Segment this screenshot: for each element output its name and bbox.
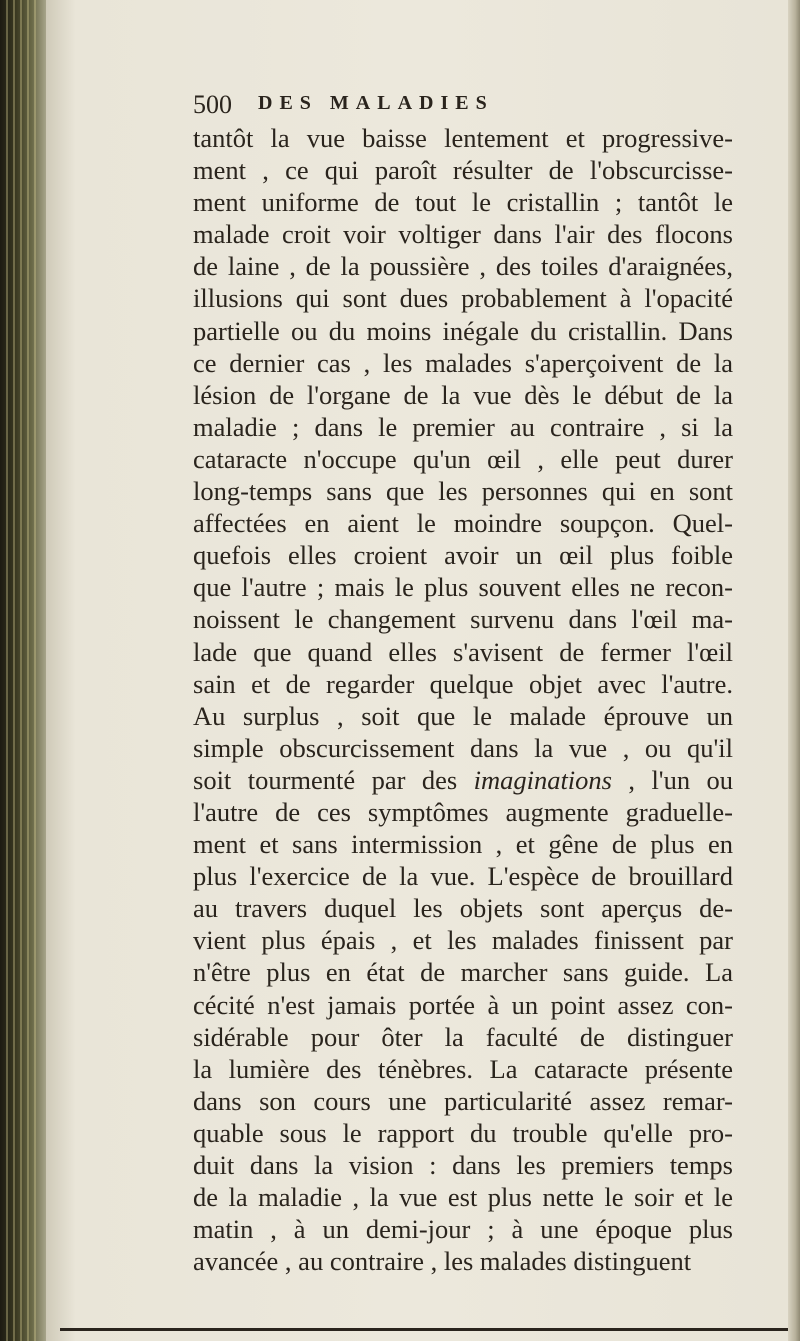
text-line: quefois elles croient avoir un œil plus foible xyxy=(193,540,733,571)
text-line: affectées en aient le moindre soupçon. Quel- xyxy=(193,508,733,539)
text-line: ment uniforme de tout le cristallin ; tantôt le xyxy=(193,187,733,218)
text-line: l'autre de ces symptômes augmente graduelle- xyxy=(193,796,733,827)
page-number: 500 xyxy=(193,90,232,119)
text-line: au travers duquel les objets sont aperçus de- xyxy=(193,893,733,924)
text-line: quable sous le rapport du trouble qu'elle pro- xyxy=(193,1117,733,1148)
text-line: Au surplus , soit que le malade éprouve un xyxy=(193,700,733,731)
text-line: duit dans la vision : dans les premiers temps xyxy=(193,1150,733,1180)
binding-texture xyxy=(6,0,36,1341)
text-line: sidérable pour ôter la faculté de distinguer xyxy=(193,1021,733,1052)
body-text xyxy=(193,122,733,1277)
text-line: malade croit voir voltiger dans l'air des flocons xyxy=(193,219,733,250)
text-line: de laine , de la poussière , des toiles d'araignées, xyxy=(193,251,733,282)
text-line: cécité n'est jamais portée à un point assez con- xyxy=(193,989,733,1020)
text-line: sain et de regarder quelque objet avec l'autre. xyxy=(193,668,733,699)
text-line: partielle ou du moins inégale du cristallin. Dans xyxy=(193,315,733,346)
page-header xyxy=(193,90,713,124)
text-line: simple obscurcissement dans la vue , ou qu'il xyxy=(193,732,733,763)
text-line: long-temps sans que les personnes qui en sont xyxy=(193,476,733,507)
text-line: avancée , au contraire , les malades distinguent xyxy=(193,1246,692,1277)
text-line: ment et sans intermission , et gêne de plus en xyxy=(193,829,733,860)
text-line: ment , ce qui paroît résulter de l'obscurcisse- xyxy=(193,155,733,186)
text-line: lésion de l'organe de la vue dès le début de la xyxy=(193,379,733,410)
text-line: vient plus épais , et les malades finissent par xyxy=(193,925,733,956)
text-line: noissent le changement survenu dans l'œil ma- xyxy=(193,604,733,635)
text-line: lade que quand elles s'avisent de fermer l'œil xyxy=(193,636,733,667)
italic-word: imaginations xyxy=(473,764,612,795)
text-line: soit tourmenté par des imaginations , l'un ou xyxy=(193,764,734,795)
text-line: de la maladie , la vue est plus nette le soir et le xyxy=(193,1182,733,1213)
text-line: tantôt la vue baisse lentement et progressive- xyxy=(193,123,733,153)
text-line: n'être plus en état de marcher sans guide. La xyxy=(193,957,733,988)
text-line: dans son cours une particularité assez remar- xyxy=(193,1085,733,1116)
text-line: matin , à un demi-jour ; à une époque plus xyxy=(193,1214,733,1245)
running-title: DES MALADIES xyxy=(258,92,494,114)
text-line: que l'autre ; mais le plus souvent elles ne recon- xyxy=(193,572,733,603)
book-binding xyxy=(0,0,46,1341)
text-line: maladie ; dans le premier au contraire , si la xyxy=(193,411,733,442)
text-line: la lumière des ténèbres. La cataracte présente xyxy=(193,1053,733,1084)
bottom-rule xyxy=(60,1328,788,1331)
text-line: illusions qui sont dues probablement à l'opacité xyxy=(193,283,733,314)
text-line: cataracte n'occupe qu'un œil , elle peut durer xyxy=(193,443,733,474)
text-line: ce dernier cas , les malades s'aperçoivent de la xyxy=(193,347,733,378)
text-line: plus l'exercice de la vue. L'espèce de brouillard xyxy=(193,861,733,892)
page-edge xyxy=(788,0,800,1341)
